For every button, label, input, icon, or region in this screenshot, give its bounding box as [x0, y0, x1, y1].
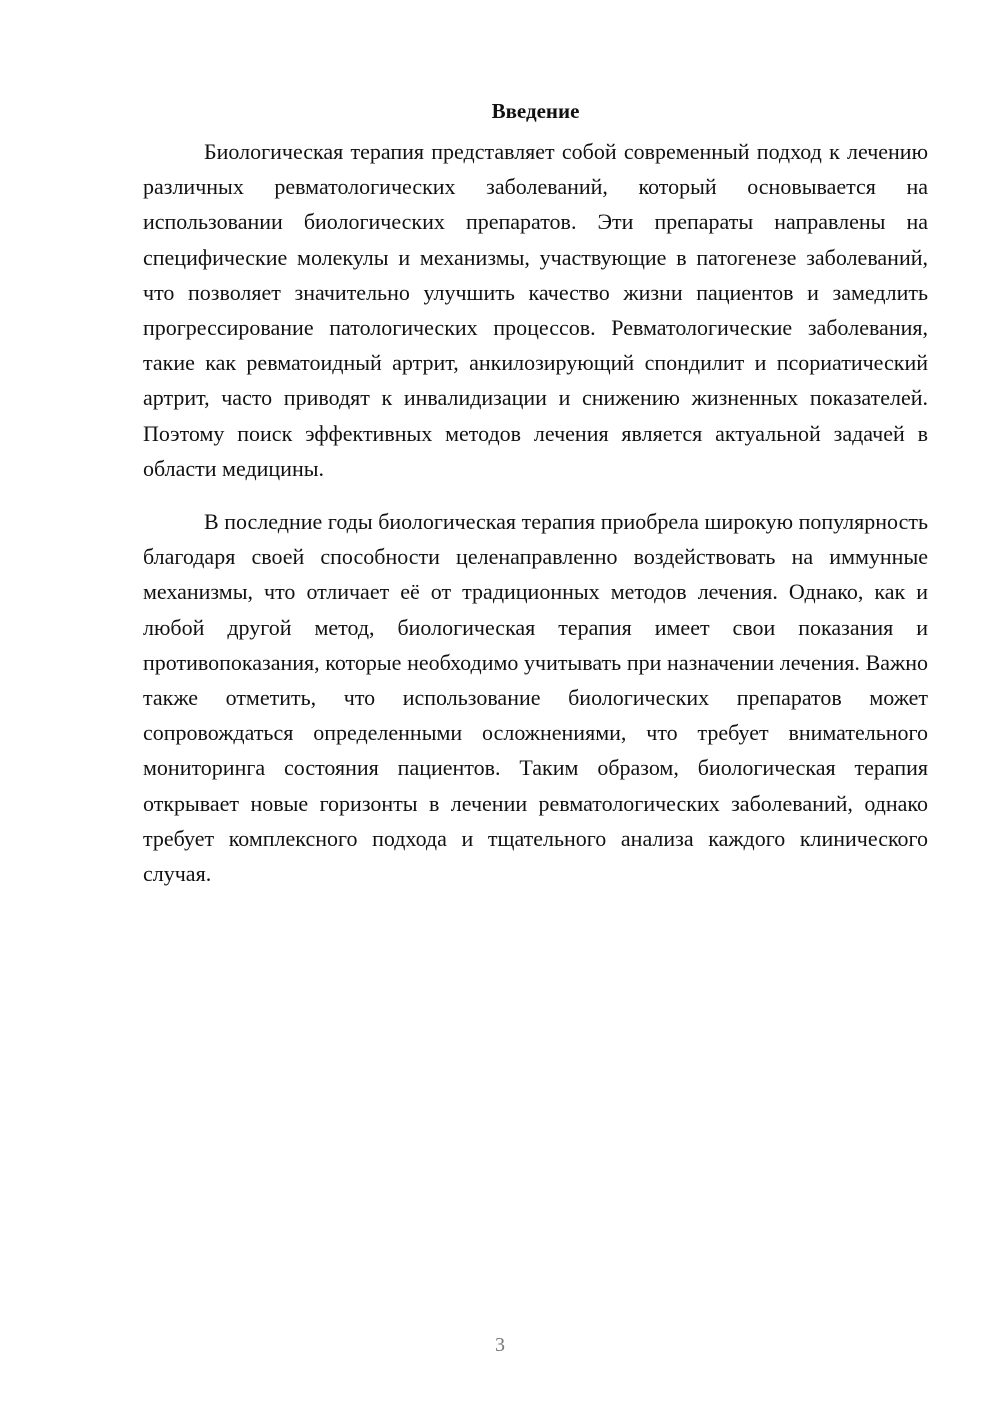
page-content	[143, 96, 928, 891]
paragraph-2: В последние годы биологическая терапия приобрела широкую популярность благодаря своей способности целенаправленно воздействовать на иммунные механизмы, что отличает её от традиционных методов лечения. Однако, как и любой другой метод, биологическая терапия имеет свои показания и противопоказания, которые необходимо учитывать при назначении лечения. Важно также отметить, что использование биологических препаратов может сопровождаться определенными осложнениями, что требует внимательного мониторинга состояния пациентов. Таким образом, биологическая терапия открывает новые горизонты в лечении ревматологических заболеваний, однако требует комплексного подхода и тщательного анализа каждого клинического случая.	[143, 509, 928, 887]
page-number: 3	[495, 1334, 505, 1356]
paragraph-1: Биологическая терапия представляет собой современный подход к лечению различных ревматологических заболеваний, который основывается на использовании биологических препаратов. Эти препараты направлены на специфические молекулы и механизмы, участвующие в патогенезе заболеваний, что позволяет значительно улучшить качество жизни пациентов и замедлить прогрессирование патологических процессов. Ревматологические заболевания, такие как ревматоидный артрит, анкилозирующий спондилит и псориатический артрит, часто приводят к инвалидизации и снижению жизненных показателей. Поэтому поиск эффективных методов лечения является актуальной задачей в области медицины.	[143, 139, 928, 481]
section-heading: Введение	[491, 99, 580, 123]
